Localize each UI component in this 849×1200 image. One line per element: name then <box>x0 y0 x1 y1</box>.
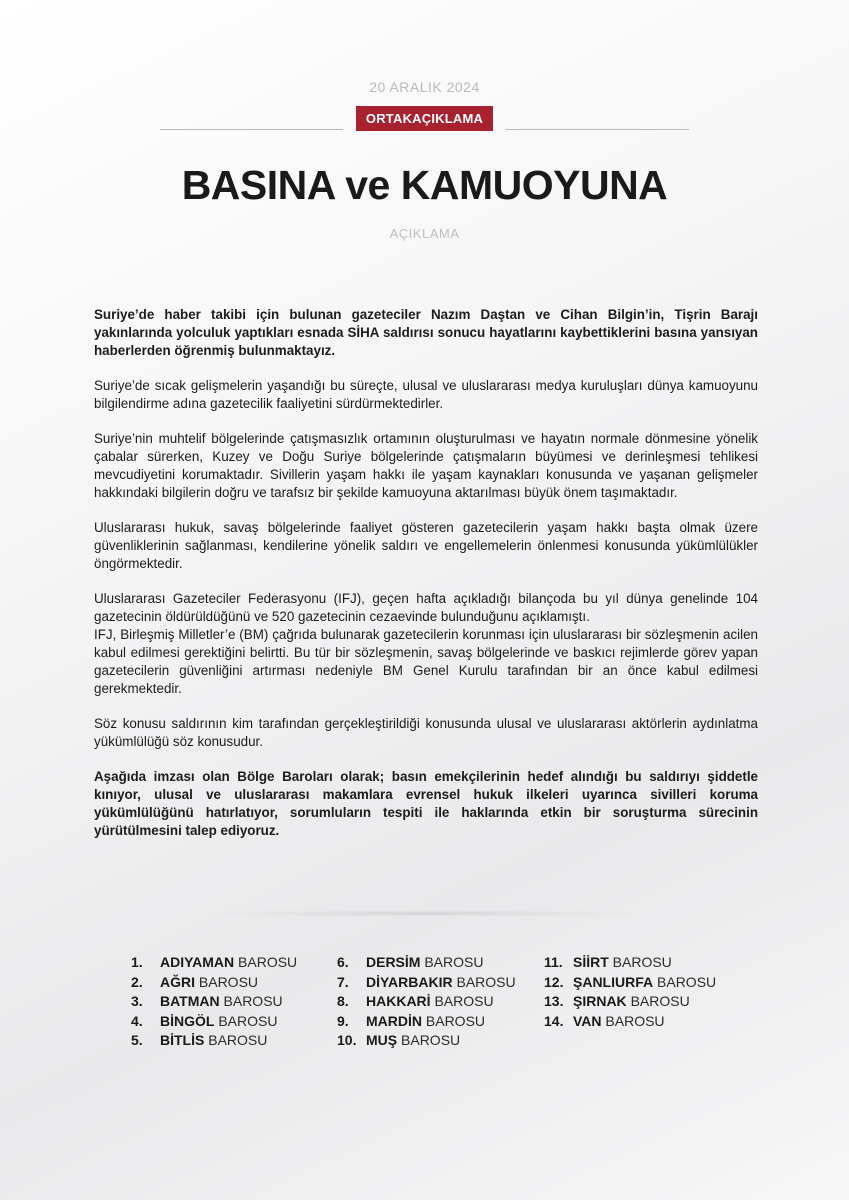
bar-number: 7. <box>337 973 349 990</box>
bar-list-item <box>337 953 516 973</box>
bar-suffix: BAROSU <box>425 1012 486 1029</box>
bar-list-item <box>544 992 716 1012</box>
bar-name: HAKKARİ <box>366 993 431 1009</box>
section-divider <box>210 912 640 915</box>
bar-suffix: BAROSU <box>218 1012 278 1029</box>
bar-suffix: BAROSU <box>223 993 283 1009</box>
bar-number: 11. <box>544 954 563 970</box>
bar-number: 4. <box>131 1012 143 1029</box>
paragraph: IFJ, Birleşmiş Milletler’e (BM) çağrıda bulunarak gazetecilerin korunması için uluslararası bir sözleşmenin acilen kabul edilmesi gerektiğini belirtti. Bu tür bir sözleşmenin, savaş bölgelerinde ve baskıcı rejimlerde görev yapan gazetecilerin güvenliğini artırması nedeniyle BM Genel Kurulu tarafından bir an önce kabul edilmesi gerekmektedir. <box>94 627 758 696</box>
bar-suffix: BAROSU <box>630 993 690 1009</box>
bar-name: DİYARBAKIR <box>366 973 453 990</box>
bar-name: MUŞ <box>366 1032 398 1048</box>
bar-list-item <box>337 973 516 993</box>
bar-name: BİNGÖL <box>160 1012 215 1029</box>
bar-suffix: BAROSU <box>401 1032 461 1048</box>
paragraph: Söz konusu saldırının kim tarafından gerçekleştirildiği konusunda ulusal ve uluslararası aktörlerin aydınlatma yükümlülüğü söz konusudur. <box>94 716 758 749</box>
page-title: BASINA ve KAMUOYUNA <box>181 162 668 208</box>
bar-number: 5. <box>131 1032 143 1048</box>
bar-suffix: BAROSU <box>605 1012 665 1029</box>
paragraph: Uluslararası hukuk, savaş bölgelerinde faaliyet gösteren gazetecilerin yaşam hakkı başta olmak üzere güvenliklerinin sağlanması, kendilerine yönelik saldırı ve engellemelerin önlenmesi konusunda yükümlülükler öngörmektedir. <box>94 520 758 571</box>
bar-name: BATMAN <box>160 993 220 1009</box>
bar-list-item <box>131 1012 297 1032</box>
paragraph: Suriye’de haber takibi için bulunan gazeteciler Nazım Daştan ve Cihan Bilgin’in, Tişrin Barajı yakınlarında yolculuk yaptıkları esnada SİHA saldırısı sonucu hayatlarını kaybettiklerini basına yansıyan haberlerden öğrenmiş bulunmaktayız. <box>94 307 758 358</box>
bar-suffix: BAROSU <box>208 1032 268 1048</box>
bar-number: 13. <box>544 993 564 1009</box>
bar-list-column-1 <box>131 953 297 1051</box>
statement-body <box>94 306 758 857</box>
bar-name: VAN <box>573 1012 602 1029</box>
bar-list-item <box>131 973 297 993</box>
paragraph: Suriye’de sıcak gelişmelerin yaşandığı bu süreçte, ulusal ve uluslararası medya kuruluşları dünya kamuoyunu bilgilendirme adına gazetecilik faaliyetini sürdürmektedirler. <box>94 378 758 411</box>
bar-suffix: BAROSU <box>434 993 494 1009</box>
bar-list-item <box>131 992 297 1012</box>
bar-list-column-2 <box>337 953 516 1051</box>
bar-suffix: BAROSU <box>198 973 259 990</box>
paragraph: Uluslararası Gazeteciler Federasyonu (IFJ), geçen hafta açıkladığı bilançoda bu yıl dünya genelinde 104 gazetecinin öldürüldüğünü ve 520 gazetecinin cezaevinde bulunduğunu açıklamıştı. <box>94 591 758 624</box>
bar-name: ADIYAMAN <box>160 954 235 970</box>
bar-list-item <box>337 992 516 1012</box>
bar-name: ŞANLIURFA <box>573 973 654 990</box>
bar-number: 1. <box>131 954 143 970</box>
bar-list-item <box>544 973 716 993</box>
bar-list-item <box>544 1012 716 1032</box>
paragraph: Suriye’nin muhtelif bölgelerinde çatışmasızlık ortamının oluşturulması ve hayatın normale dönmesine yönelik çabalar sürerken, Kuzey ve Doğu Suriye bölgelerinde çatışmaların büyümesi ve derinleşmesi tehlikesi mevcudiyetini korumaktadır. Sivillerin yaşam hakkı ile yaşam kaynakları konusunda ve yaşanan gelişmeler hakkındaki bilgilerin doğru ve tarafsız bir şekilde kamuoyuna aktarılması büyük önem taşımaktadır. <box>94 431 758 500</box>
bar-name: BİTLİS <box>160 1032 205 1048</box>
page-subtitle: AÇIKLAMA <box>389 226 460 241</box>
paragraph: Aşağıda imzası olan Bölge Baroları olarak; basın emekçilerinin hedef alındığı bu saldırıyı şiddetle kınıyor, ulusal ve uluslararası makamlara evrensel hukuk ilkeleri uyarınca sivilleri koruma yükümlülüğünü hatırlatıyor, sorumluların tespiti ile haklarında etkin bir soruşturma sürecinin yürütülmesini talep ediyoruz. <box>94 769 758 838</box>
bar-suffix: BAROSU <box>456 973 516 990</box>
bar-name: AĞRI <box>160 973 195 990</box>
joint-statement-badge: ORTAKAÇIKLAMA <box>356 106 493 131</box>
bar-number: 14. <box>544 1012 564 1029</box>
bar-list-item <box>131 1031 297 1051</box>
bar-number: 8. <box>337 993 349 1009</box>
bar-suffix: BAROSU <box>424 954 484 970</box>
bar-list-item <box>337 1031 516 1051</box>
bar-name: SİİRT <box>573 954 609 970</box>
bar-number: 9. <box>337 1012 349 1029</box>
bar-suffix: BAROSU <box>238 954 298 970</box>
bar-suffix: BAROSU <box>657 973 717 990</box>
bar-number: 6. <box>337 954 349 970</box>
bar-list-column-3 <box>544 953 716 1031</box>
bar-suffix: BAROSU <box>612 954 672 970</box>
bar-number: 3. <box>131 993 143 1009</box>
bar-number: 2. <box>131 973 143 990</box>
bar-name: MARDİN <box>366 1012 422 1029</box>
bar-name: ŞIRNAK <box>573 993 627 1009</box>
bar-number: 12. <box>544 973 564 990</box>
bar-list-item <box>544 953 716 973</box>
statement-date: 20 ARALIK 2024 <box>369 79 480 95</box>
bar-list-item <box>131 953 297 973</box>
bar-name: DERSİM <box>366 954 421 970</box>
bar-number: 10. <box>337 1032 357 1048</box>
bar-list-item <box>337 1012 516 1032</box>
